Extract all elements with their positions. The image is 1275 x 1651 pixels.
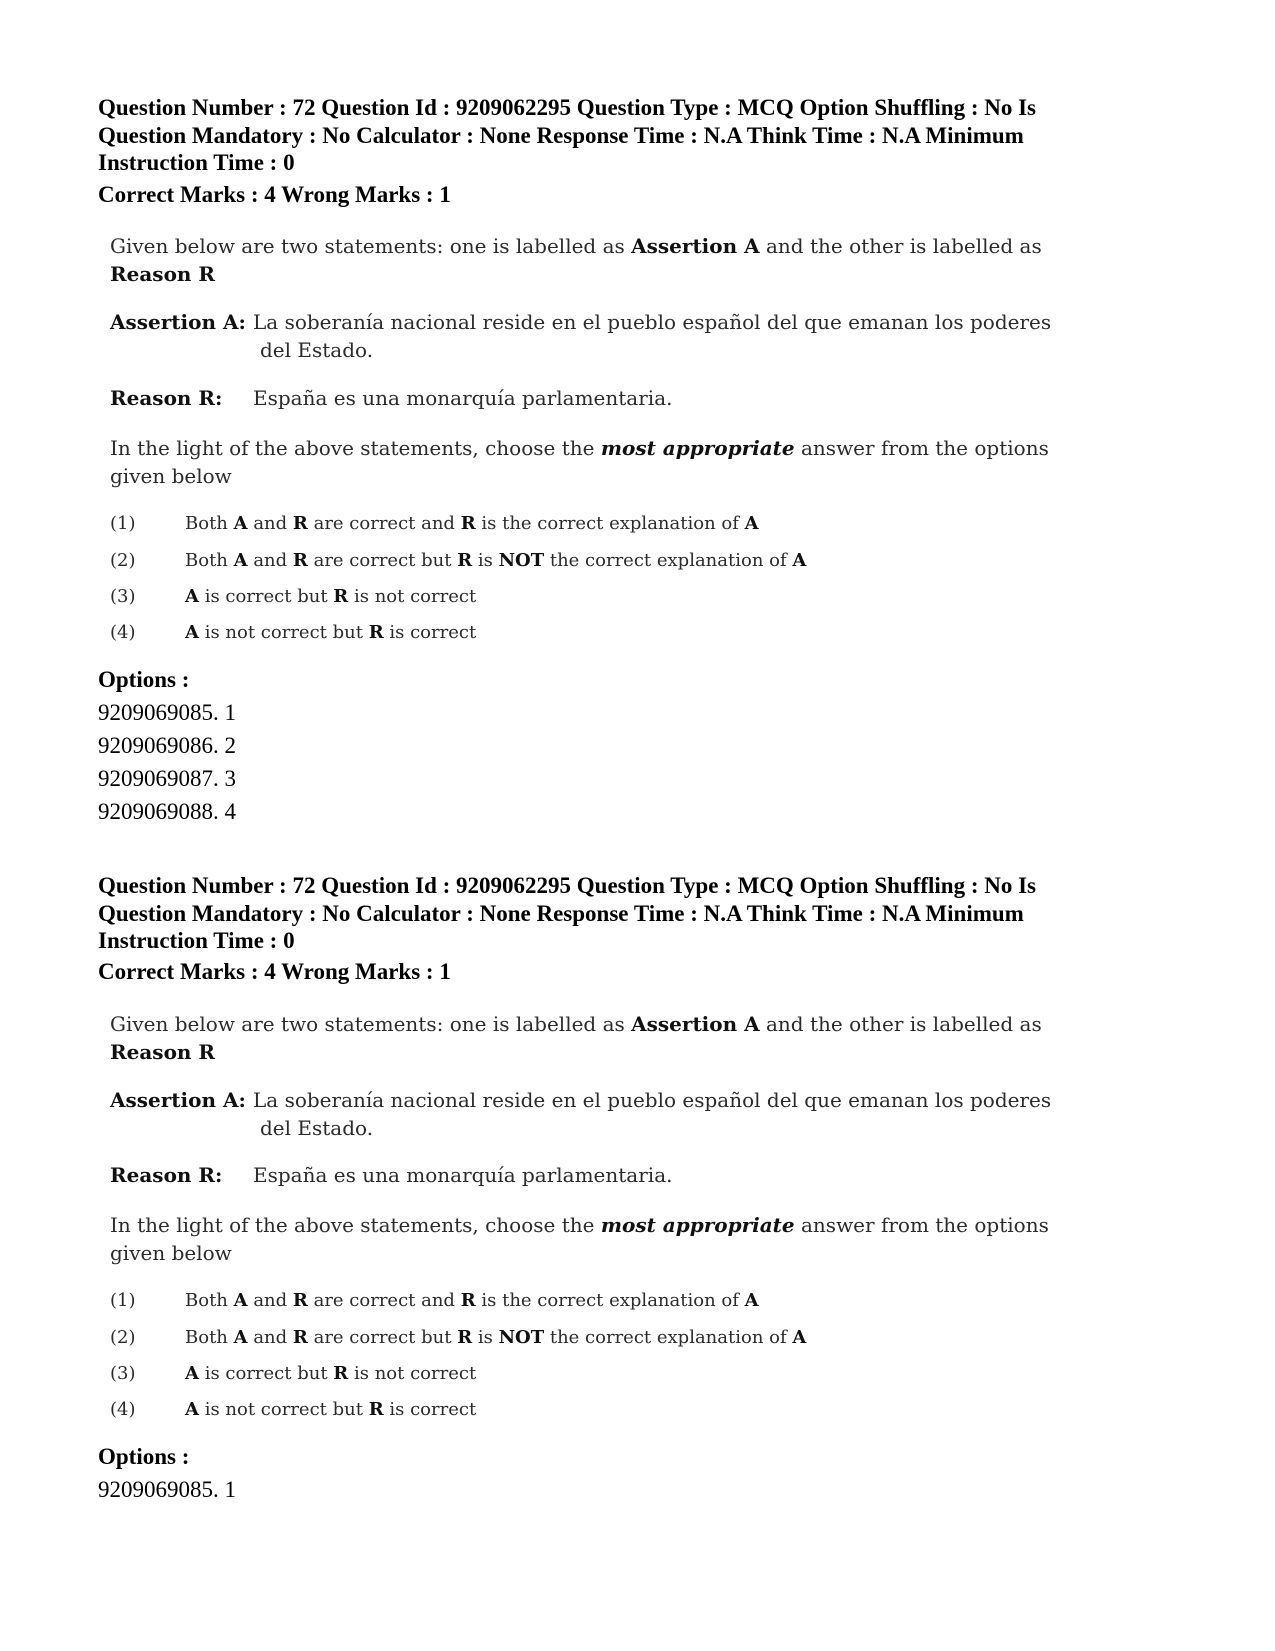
question-prompt (110, 1211, 1100, 1267)
choice-text: A is correct but R is not correct (185, 586, 477, 607)
assertion-label: Assertion A: (110, 310, 246, 334)
question-intro (110, 232, 1100, 288)
reason-label: Reason R: (110, 386, 223, 410)
intro-assertion-label: Assertion A (631, 234, 760, 258)
intro-text: and the other is labelled as (759, 1012, 1042, 1036)
choice-text: Both A and R are correct but R is NOT the correct explanation of A (185, 1327, 807, 1348)
question-intro (110, 1010, 1100, 1066)
assertion-line-2: del Estado. (260, 1116, 374, 1140)
assertion-statement (110, 1086, 1100, 1142)
reason-statement (110, 384, 1100, 412)
choice-number: (3) (110, 586, 136, 607)
choice-number: (3) (110, 1363, 136, 1384)
options-label: Options : (98, 667, 190, 692)
choice-text: A is not correct but R is correct (185, 1399, 477, 1420)
question-prompt (110, 434, 1100, 490)
option-id: 9209069086. 2 (98, 733, 236, 758)
choice-number: (2) (110, 1327, 136, 1348)
choice-text: Both A and R are correct but R is NOT the correct explanation of A (185, 550, 807, 571)
reason-text: España es una monarquía parlamentaria. (253, 386, 673, 410)
reason-statement (110, 1161, 1100, 1189)
prompt-emphasis: most appropriate (600, 436, 795, 460)
choice-text: A is correct but R is not correct (185, 1363, 477, 1384)
choice-text: Both A and R are correct and R is the correct explanation of A (185, 513, 759, 534)
prompt-text: answer from the options given below (110, 436, 1049, 488)
question-meta: Question Number : 72 Question Id : 9209062295 Question Type : MCQ Option Shuffling : No Is Question Mandatory : No Calculator : None Response Time : N.A Think Time : N.A Minimum Instruction Time : 0 (98, 873, 1037, 953)
choice-number: (1) (110, 1290, 136, 1311)
intro-reason-label: Reason R (110, 1040, 216, 1064)
question-meta: Question Number : 72 Question Id : 9209062295 Question Type : MCQ Option Shuffling : No Is Question Mandatory : No Calculator : None Response Time : N.A Think Time : N.A Minimum Instruction Time : 0 (98, 95, 1037, 175)
choice-text: A is not correct but R is correct (185, 622, 477, 643)
prompt-text: answer from the options given below (110, 1213, 1049, 1265)
intro-text: Given below are two statements: one is labelled as (110, 1012, 632, 1036)
intro-text: Given below are two statements: one is labelled as (110, 234, 632, 258)
option-id: 9209069085. 1 (98, 700, 236, 725)
question-marks: Correct Marks : 4 Wrong Marks : 1 (98, 182, 451, 207)
reason-label: Reason R: (110, 1163, 223, 1187)
assertion-line-1: La soberanía nacional reside en el pueblo español del que emanan los poderes (253, 1088, 1052, 1112)
reason-text: España es una monarquía parlamentaria. (253, 1163, 673, 1187)
assertion-statement (110, 308, 1100, 364)
choice-number: (4) (110, 622, 136, 643)
question-marks: Correct Marks : 4 Wrong Marks : 1 (98, 959, 451, 984)
option-id: 9209069088. 4 (98, 799, 236, 824)
assertion-line-1: La soberanía nacional reside en el pueblo español del que emanan los poderes (253, 310, 1052, 334)
assertion-line-2: del Estado. (260, 338, 374, 362)
assertion-label: Assertion A: (110, 1088, 246, 1112)
intro-assertion-label: Assertion A (631, 1012, 760, 1036)
prompt-emphasis: most appropriate (600, 1213, 795, 1237)
intro-reason-label: Reason R (110, 262, 216, 286)
options-label: Options : (98, 1444, 190, 1469)
choice-number: (1) (110, 513, 136, 534)
choice-number: (4) (110, 1399, 136, 1420)
prompt-text: In the light of the above statements, choose the (110, 436, 601, 460)
option-id: 9209069085. 1 (98, 1477, 236, 1502)
intro-text: and the other is labelled as (759, 234, 1042, 258)
prompt-text: In the light of the above statements, choose the (110, 1213, 601, 1237)
choice-text: Both A and R are correct and R is the correct explanation of A (185, 1290, 759, 1311)
choice-number: (2) (110, 550, 136, 571)
option-id: 9209069087. 3 (98, 766, 236, 791)
